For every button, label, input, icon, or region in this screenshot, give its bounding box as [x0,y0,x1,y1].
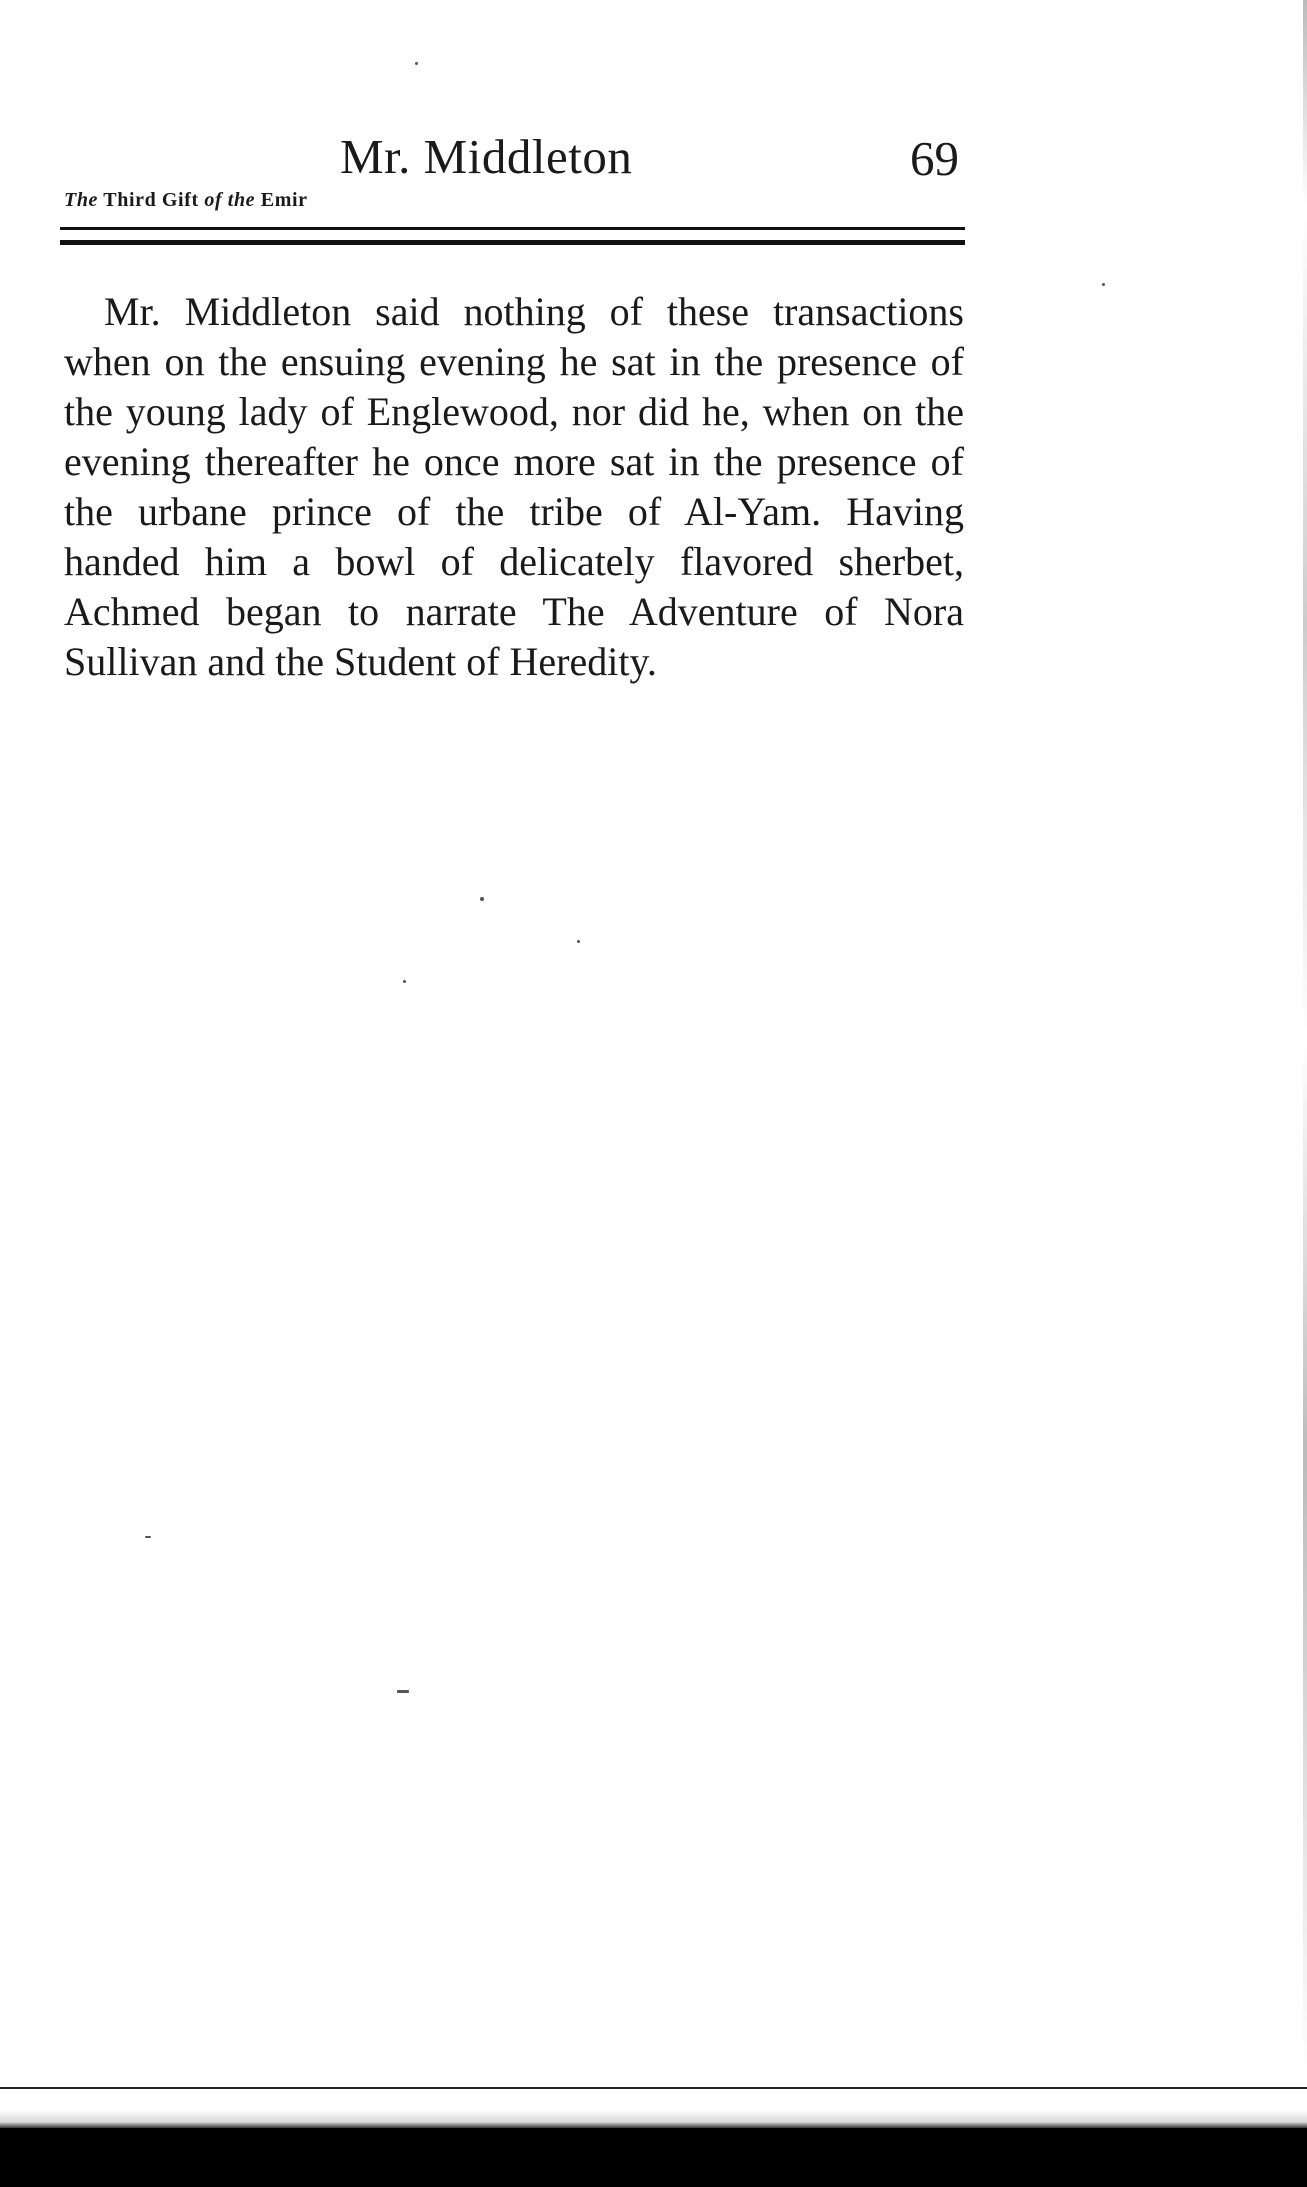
scan-shadow-bar [0,2128,1307,2187]
section-label-connector: of the [204,189,256,211]
scan-shadow-fringe [0,2110,1307,2130]
scan-speck [145,1536,151,1538]
scan-speck [415,62,418,65]
scan-speck [577,940,580,943]
scan-speck [1102,283,1105,286]
section-label-article: The [64,189,99,211]
scan-speck [403,980,406,983]
page-number: 69 [910,131,959,186]
page-edge-shadow [1303,0,1307,2080]
scan-speck [480,897,484,901]
running-title: Mr. Middleton [340,129,633,184]
scan-speck [397,1690,409,1693]
body-paragraph: Mr. Middleton said nothing of these transactions when on the ensuing evening he sat in the presence of the young lady of Englewood, nor did he, when on the evening thereafter he once more sat in the presence of the urbane prince of the tribe of Al-Yam. Having handed him a bowl of delicately flavored sherbet, Achmed began to narrate The Adventure of Nora Sullivan and the Student of Heredity. [64,289,964,684]
section-label-end: Emir [260,189,308,211]
section-label-main: Third Gift [103,189,199,211]
section-label [64,190,308,210]
header-rule-thick [60,240,965,245]
page-bottom-edge [0,2087,1307,2089]
header-rule-thin [60,227,965,230]
